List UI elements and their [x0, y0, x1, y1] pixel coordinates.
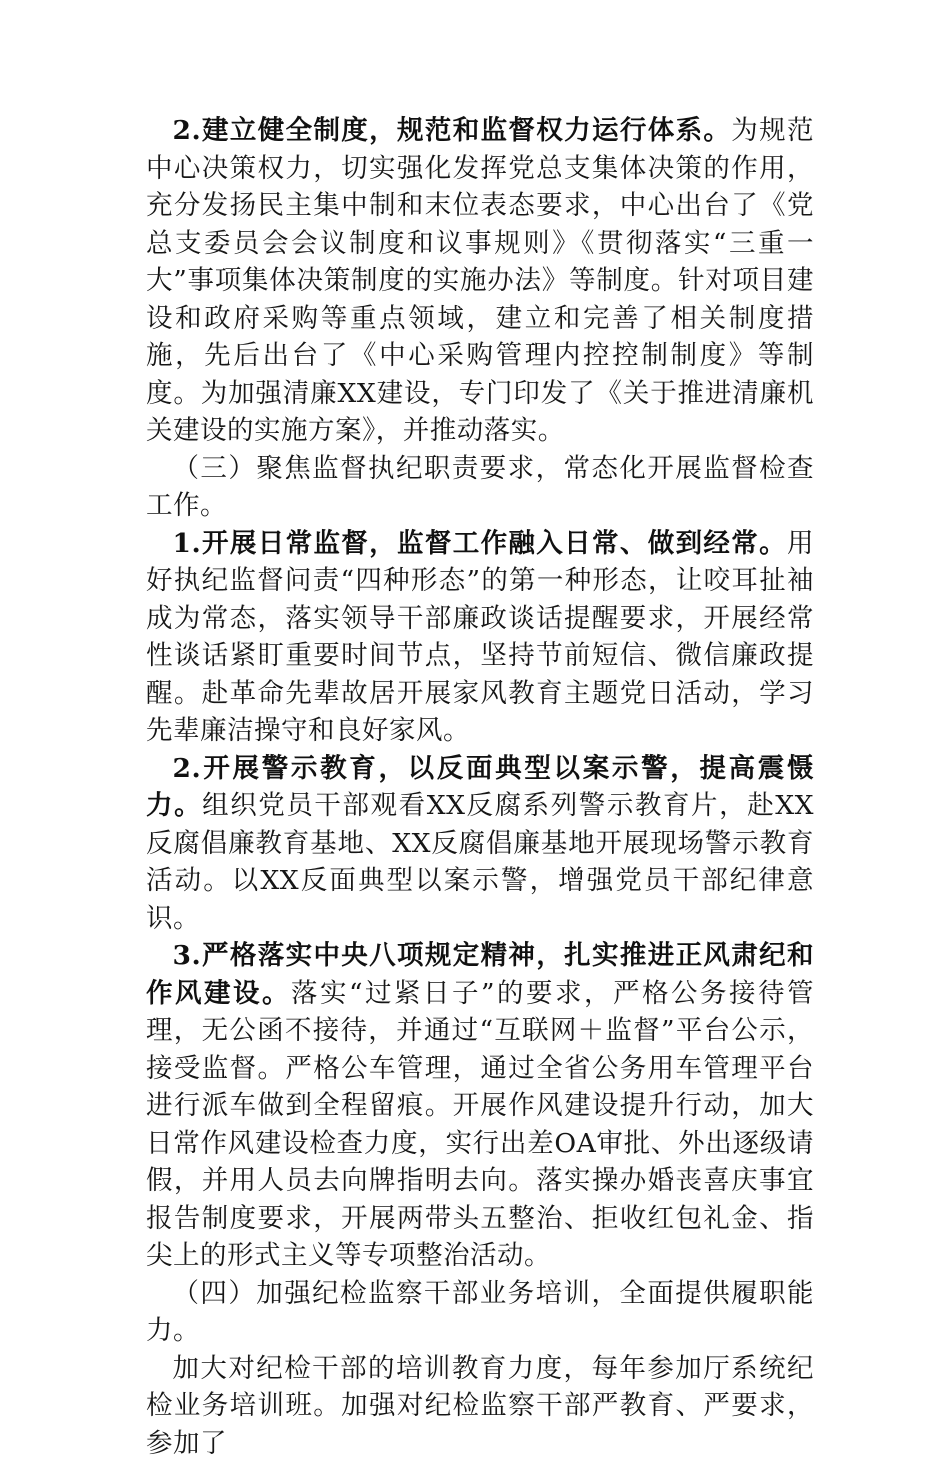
section-heading-training: （四）加强纪检监察干部业务培训，全面提供履职能力。: [146, 1275, 814, 1350]
paragraph-text: 落实“过紧日子”的要求，严格公务接待管理，无公函不接待，并通过“互联网＋监督”平台公示，接受监督。严格公车管理，通过全省公务用车管理平台进行派车做到全程留痕。开展作风建设提升行动，加大日常作风建设检查力度，实行出差OA审批、外出逐级请假，并用人员去向牌指明去向。落实操办婚丧喜庆事宜报告制度要求，开展两带头五整治、拒收红包礼金、指尖上的形式主义等专项整治活动。: [146, 978, 814, 1272]
paragraph-eight-regulations: [146, 937, 814, 1275]
paragraph-lead: 3.严格落实中央八项规定精神，扎实推进正风肃纪和作风建设。: [146, 940, 814, 1009]
paragraph-training: 加大对纪检干部的培训教育力度，每年参加厅系统纪检业务培训班。加强对纪检监察干部严教育、严要求，参加了: [146, 1350, 814, 1462]
paragraph-lead: 1.开展日常监督，监督工作融入日常、做到经常。: [173, 528, 788, 559]
paragraph-text: 为规范中心决策权力，切实强化发挥党总支集体决策的作用，充分发扬民主集中制和末位表态要求，中心出台了《党总支委员会会议制度和议事规则》《贯彻落实“三重一大”事项集体决策制度的实施办法》等制度。针对项目建设和政府采购等重点领域，建立和完善了相关制度措施，先后出台了《中心采购管理内控控制制度》等制度。为加强清廉XX建设，专门印发了《关于推进清廉机关建设的实施方案》，并推动落实。: [146, 115, 814, 446]
section-heading-supervision: （三）聚焦监督执纪职责要求，常态化开展监督检查工作。: [146, 450, 814, 525]
paragraph-text: 用好执纪监督问责“四种形态”的第一种形态，让咬耳扯袖成为常态，落实领导干部廉政谈话提醒要求，开展经常性谈话紧盯重要时间节点，坚持节前短信、微信廉政提醒。赴革命先辈故居开展家风教育主题党日活动，学习先辈廉洁操守和良好家风。: [146, 528, 814, 747]
paragraph-daily-supervision: [146, 525, 814, 750]
paragraph-text: 组织党员干部观看XX反腐系列警示教育片，赴XX反腐倡廉教育基地、XX反腐倡廉基地开展现场警示教育活动。以XX反面典型以案示警，增强党员干部纪律意识。: [146, 790, 814, 934]
paragraph-lead: 2.开展警示教育，以反面典型以案示警，提高震慑力。: [146, 753, 814, 822]
document-body: [146, 112, 814, 1462]
paragraph-system-building: [146, 112, 814, 450]
paragraph-warning-education: [146, 750, 814, 938]
paragraph-lead: 2.建立健全制度，规范和监督权力运行体系。: [173, 115, 732, 146]
